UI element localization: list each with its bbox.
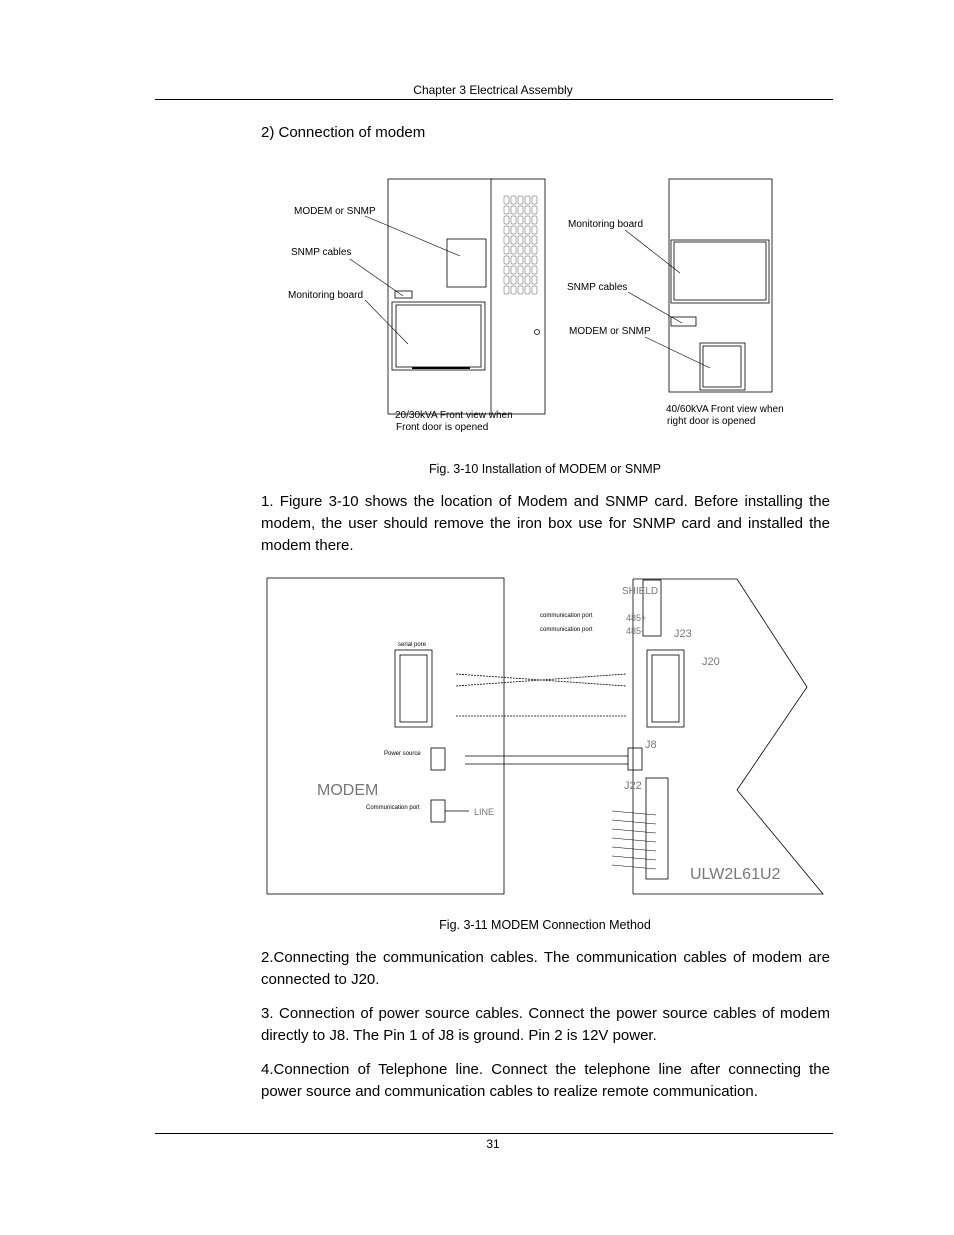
vent-slot [518, 196, 523, 204]
vent-slot [525, 236, 530, 244]
vent-slot [532, 236, 537, 244]
paragraph-4: 4.Connection of Telephone line. Connect the telephone line after connecting the power source and communication cables to realize remote communication. [261, 1061, 830, 1100]
vent-slot [504, 246, 509, 254]
footer-rule [155, 1133, 833, 1134]
paragraph-2: 2.Connecting the communication cables. The communication cables of modem are connected to J20. [261, 949, 830, 988]
vent-slot [525, 196, 530, 204]
vent-slot [504, 216, 509, 224]
right-view-caption-line1: 40/60kVA Front view when [666, 404, 784, 415]
comm-port-label-2: communication port [540, 627, 593, 633]
vent-slot [511, 246, 516, 254]
vent-slot [504, 266, 509, 274]
figure-3-11 [262, 575, 828, 900]
j22-pin-wire [612, 838, 656, 842]
vent-slot [532, 246, 537, 254]
line-label: LINE [474, 807, 495, 817]
figure-3-10 [280, 172, 800, 442]
j22-pin-wire [612, 811, 656, 815]
label-right-monitoring-board: Monitoring board [568, 219, 644, 230]
rs485-plus-label: 485+ [626, 613, 647, 623]
j22-pin-wire [612, 820, 656, 824]
vent-grille [504, 196, 537, 294]
vent-slot [511, 276, 516, 284]
right-view-caption-line2: right door is opened [667, 416, 756, 427]
vent-slot [532, 206, 537, 214]
label-right-modem-or-snmp: MODEM or SNMP [569, 326, 651, 337]
right-cabinet-drawing [669, 179, 772, 392]
vent-slot [511, 236, 516, 244]
label-right-snmp-cables: SNMP cables [567, 282, 628, 293]
j20-label: J20 [702, 656, 720, 668]
vent-slot [518, 266, 523, 274]
serial-pore-label: serial pore [398, 642, 427, 648]
shield-label: SHIELD [622, 586, 659, 597]
figure-3-11-caption: Fig. 3-11 MODEM Connection Method [439, 918, 651, 932]
vent-slot [525, 266, 530, 274]
j22-pin-rows [612, 811, 656, 869]
vent-slot [525, 276, 530, 284]
header-rule [155, 99, 833, 100]
vent-slot [504, 226, 509, 234]
paragraph-1: 1. Figure 3-10 shows the location of Modem and SNMP card. Before installing the modem, the user should remove the iron box use for SNMP card and installed the modem there. [261, 493, 830, 554]
figure-3-10-caption: Fig. 3-10 Installation of MODEM or SNMP [428, 462, 662, 476]
label-left-modem-or-snmp: MODEM or SNMP [294, 206, 376, 217]
j8-label: J8 [645, 739, 657, 751]
vent-slot [518, 286, 523, 294]
left-view-caption-line2: Front door is opened [396, 422, 489, 433]
section-title: 2) Connection of modem [261, 124, 426, 141]
vent-slot [518, 216, 523, 224]
vent-slot [532, 196, 537, 204]
j23-label: J23 [674, 628, 692, 640]
vent-slot [532, 276, 537, 284]
modem-label: MODEM [317, 782, 379, 799]
comm-port-label-1: communication port [540, 613, 593, 619]
vent-slot [518, 226, 523, 234]
vent-slot [518, 246, 523, 254]
vent-slot [525, 246, 530, 254]
j22-pin-wire [612, 847, 656, 851]
vent-slot [511, 286, 516, 294]
vent-slot [504, 256, 509, 264]
vent-slot [525, 206, 530, 214]
vent-slot [504, 196, 509, 204]
vent-slot [532, 226, 537, 234]
vent-slot [511, 206, 516, 214]
page-number: 31 [486, 1137, 500, 1151]
vent-slot [518, 276, 523, 284]
j22-pin-wire [612, 865, 656, 869]
vent-slot [511, 196, 516, 204]
vent-slot [511, 216, 516, 224]
power-source-label: Power source [384, 751, 421, 757]
vent-slot [504, 206, 509, 214]
board-label: ULW2L61U2 [690, 866, 781, 883]
vent-slot [511, 256, 516, 264]
page-header: Chapter 3 Electrical Assembly [413, 83, 573, 97]
communication-port-label: Communication port [366, 805, 420, 811]
vent-slot [511, 226, 516, 234]
label-left-snmp-cables: SNMP cables [291, 247, 352, 258]
j22-label: J22 [624, 780, 642, 792]
wiring-diagram [267, 578, 823, 894]
vent-slot [518, 206, 523, 214]
vent-slot [518, 256, 523, 264]
vent-slot [504, 276, 509, 284]
vent-slot [532, 256, 537, 264]
vent-slot [532, 266, 537, 274]
vent-slot [518, 236, 523, 244]
paragraph-3: 3. Connection of power source cables. Connect the power source cables of modem directly to J8. The Pin 1 of J8 is ground. Pin 2 is 12V power. [261, 1005, 830, 1044]
vent-slot [532, 216, 537, 224]
vent-slot [525, 256, 530, 264]
label-left-monitoring-board: Monitoring board [288, 290, 364, 301]
vent-slot [532, 286, 537, 294]
j22-pin-wire [612, 856, 656, 860]
vent-slot [504, 286, 509, 294]
vent-slot [525, 226, 530, 234]
rs485-minus-label: 485- [626, 626, 645, 636]
vent-slot [525, 216, 530, 224]
vent-slot [525, 286, 530, 294]
j22-pin-wire [612, 829, 656, 833]
vent-slot [511, 266, 516, 274]
left-view-caption-line1: 20/30kVA Front view when [395, 410, 513, 421]
vent-slot [504, 236, 509, 244]
